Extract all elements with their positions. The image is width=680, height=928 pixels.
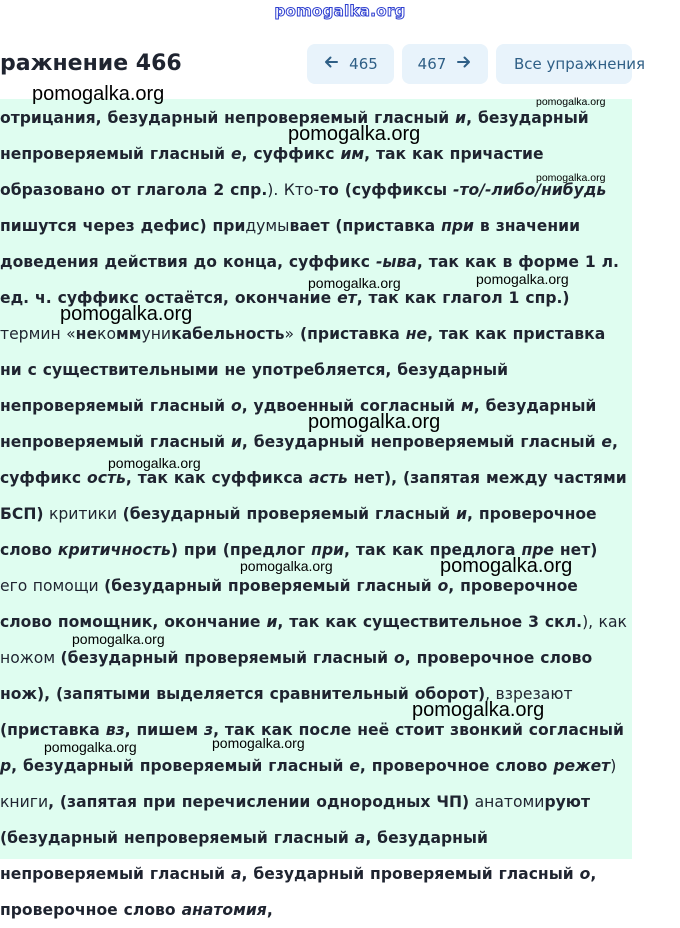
watermark: pomogalka.org <box>72 631 165 647</box>
watermark: pomogalka.org <box>308 411 441 433</box>
watermark: pomogalka.org <box>32 83 165 105</box>
watermark: pomogalka.org <box>536 172 606 184</box>
watermark: pomogalka.org <box>536 96 606 108</box>
exercise-header <box>0 42 680 88</box>
next-exercise-button[interactable] <box>402 44 488 84</box>
prev-exercise-button[interactable] <box>307 44 394 84</box>
prev-exercise-label: 465 <box>349 55 378 73</box>
next-exercise-label: 467 <box>417 55 447 73</box>
watermark: pomogalka.org <box>308 275 401 291</box>
watermark: pomogalka.org <box>240 558 333 574</box>
watermark: pomogalka.org <box>44 739 137 755</box>
all-exercises-label: Все упражнения <box>514 55 646 73</box>
watermark: pomogalka.org <box>288 123 421 145</box>
page-title: ражнение 466 <box>0 51 182 76</box>
arrow-left-icon <box>323 54 339 74</box>
site-watermark-top: pomogalka.org <box>274 2 406 20</box>
solution-text: отрицания, безударный непроверяемый гласный и, безударный непроверяемый гласный е, суффикс им, так как причастие образовано от глагола 2 спр.). Кто-то (суффиксы -то/-либо/нибудь пишутся через дефис) придумывает (приставка при в значении доведения действия до конца, суффикс -ыва, так как в форме 1 л. ед. ч. суффикс остаётся, окончание ет, так как глагол 1 спр.) термин «некоммуникабельность» (приставка не, так как приставка ни с существительными не употребляется, безударный непроверяемый гласный о, удвоенный согласный м, безударный непроверяемый гласный и, безударный непроверяемый гласный е, суффикс ость, так как суффикса асть нет), (запятая между частями БСП) критики (безударный проверяемый гласный и, проверочное слово критичность) при (предлог при, так как предлога пре нет) его помощи (безударный проверяемый гласный о, проверочное слово помощник, окончание и, так как существительное 3 скл.), как ножом (безударный проверяемый гласный о, проверочное слово нож), (запятыми выделяется сравнительный оборот), взрезают (приставка вз, пишем з, так как после неё стоит звонкий согласный р, безударный проверяемый гласный е, проверочное слово режет) книги, (запятая при перечислении однородных ЧП) анатомируют (безударный непроверяемый гласный а, безударный непроверяемый гласный а, безударный проверяемый гласный о, проверочное слово анатомия, <box>0 109 627 919</box>
watermark: pomogalka.org <box>440 555 573 577</box>
arrow-right-icon <box>456 54 472 74</box>
watermark: pomogalka.org <box>212 735 305 751</box>
watermark: pomogalka.org <box>412 699 545 721</box>
watermark: pomogalka.org <box>60 303 193 325</box>
watermark: pomogalka.org <box>108 455 201 471</box>
watermark: pomogalka.org <box>476 271 569 287</box>
all-exercises-button[interactable] <box>496 44 646 84</box>
